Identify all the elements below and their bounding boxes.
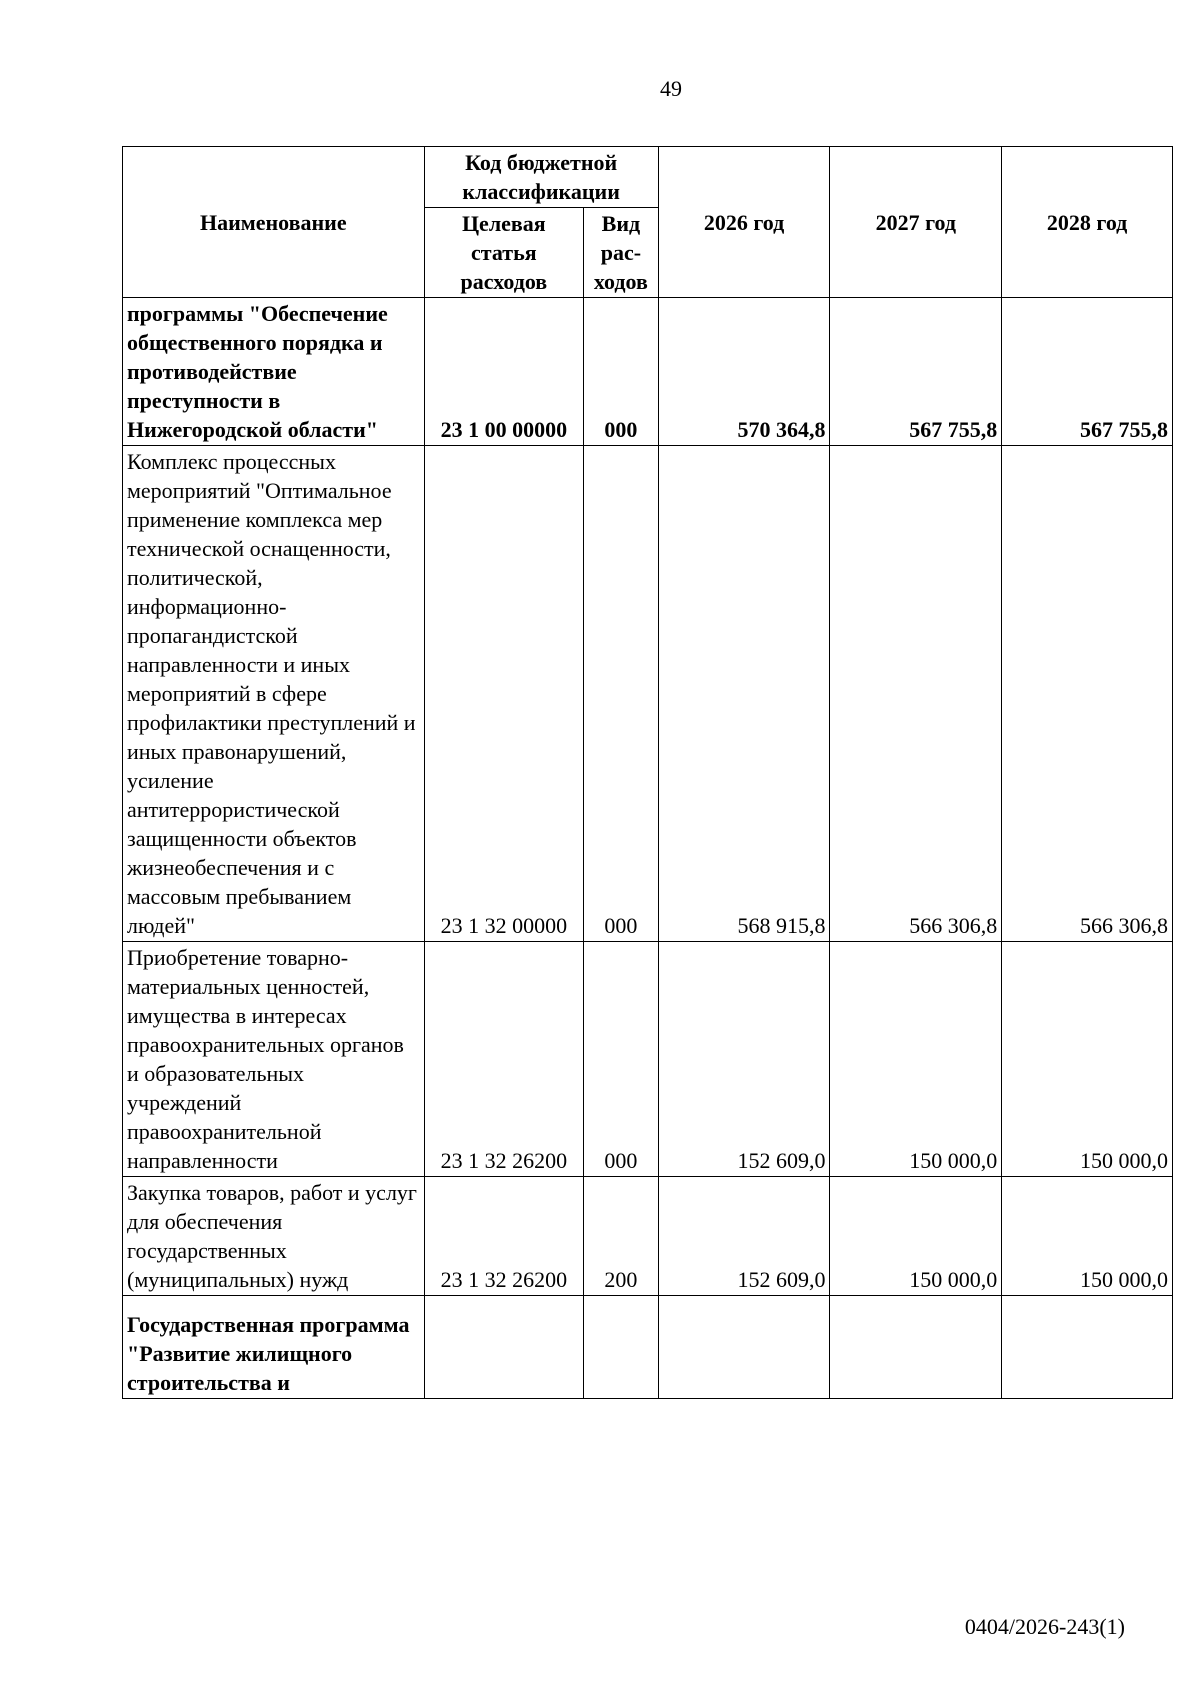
header-name: Наименование (123, 147, 425, 298)
row-amount-2028: 150 000,0 (1002, 1177, 1173, 1296)
header-year-2026: 2026 год (658, 147, 830, 298)
row-expense-type: 000 (584, 298, 659, 446)
row-expense-type (584, 1296, 659, 1399)
header-year-2027: 2027 год (830, 147, 1002, 298)
row-target-article: 23 1 32 26200 (424, 942, 583, 1177)
document-code: 0404/2026-243(1) (964, 1614, 1125, 1639)
row-amount-2027: 150 000,0 (830, 942, 1002, 1177)
row-name: Закупка товаров, работ и услуг для обеспечения государственных (муниципальных) нужд (123, 1177, 425, 1296)
table-row (123, 446, 1173, 942)
row-name: Комплекс процессных мероприятий "Оптимальное применение комплекса мер технической оснащенности, политической, информационно-пропагандистской направленности и иных мероприятий в сфере профилактики преступлений и иных правонарушений, усиление антитеррористической защищенности объектов жизнеобеспечения и с массовым пребыванием людей" (123, 446, 425, 942)
header-expense-type: Вид рас- ходов (584, 208, 659, 298)
row-amount-2026: 570 364,8 (658, 298, 830, 446)
row-amount-2026: 152 609,0 (658, 1177, 830, 1296)
row-amount-2027: 566 306,8 (830, 446, 1002, 942)
header-target-article: Целевая статья расходов (424, 208, 583, 298)
row-amount-2026 (658, 1296, 830, 1399)
row-amount-2027: 150 000,0 (830, 1177, 1002, 1296)
row-target-article (424, 1296, 583, 1399)
table-row (123, 298, 1173, 446)
budget-table (122, 146, 1173, 1399)
row-amount-2027 (830, 1296, 1002, 1399)
row-target-article: 23 1 00 00000 (424, 298, 583, 446)
table-row (123, 1296, 1173, 1399)
row-target-article: 23 1 32 26200 (424, 1177, 583, 1296)
row-amount-2028 (1002, 1296, 1173, 1399)
row-name: программы "Обеспечение общественного порядка и противодействие преступности в Нижегородской области" (123, 298, 425, 446)
row-amount-2028: 566 306,8 (1002, 446, 1173, 942)
table-header-row (123, 147, 1173, 208)
row-amount-2027: 567 755,8 (830, 298, 1002, 446)
row-expense-type: 000 (584, 446, 659, 942)
table-row (123, 1177, 1173, 1296)
row-amount-2028: 150 000,0 (1002, 942, 1173, 1177)
header-code-group: Код бюджетной классификации (424, 147, 658, 208)
row-amount-2026: 568 915,8 (658, 446, 830, 942)
header-year-2028: 2028 год (1002, 147, 1173, 298)
row-expense-type: 000 (584, 942, 659, 1177)
row-name: Приобретение товарно-материальных ценностей, имущества в интересах правоохранительных органов и образовательных учреждений правоохранительной направленности (123, 942, 425, 1177)
row-amount-2028: 567 755,8 (1002, 298, 1173, 446)
row-amount-2026: 152 609,0 (658, 942, 830, 1177)
row-expense-type: 200 (584, 1177, 659, 1296)
table-row (123, 942, 1173, 1177)
page-number: 49 (660, 76, 682, 101)
row-target-article: 23 1 32 00000 (424, 446, 583, 942)
row-name: Государственная программа "Развитие жилищного строительства и (123, 1296, 425, 1399)
